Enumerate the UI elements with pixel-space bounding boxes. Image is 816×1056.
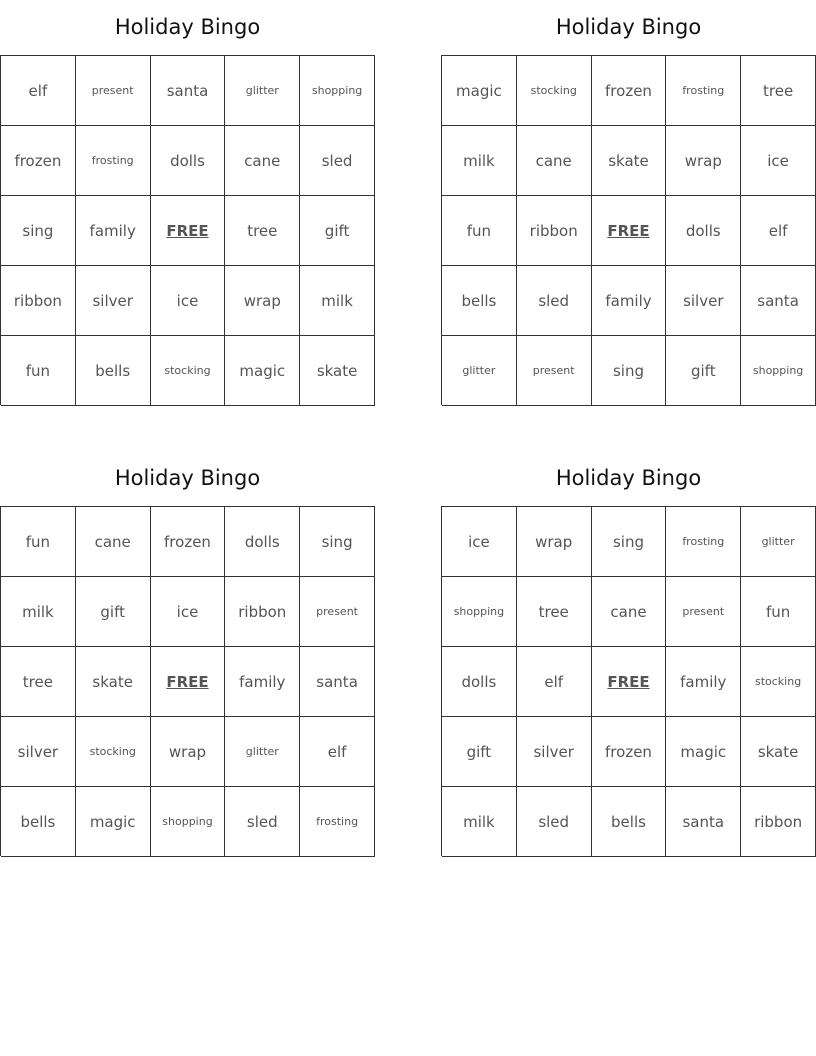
bingo-cell: skate xyxy=(592,126,667,196)
bingo-cell: santa xyxy=(741,266,816,336)
bingo-cell: skate xyxy=(300,336,375,406)
bingo-cell: fun xyxy=(1,336,76,406)
bingo-cell: silver xyxy=(517,717,592,787)
bingo-cell: santa xyxy=(300,647,375,717)
bingo-cell: shopping xyxy=(300,56,375,126)
bingo-cell: ice xyxy=(741,126,816,196)
bingo-cell: glitter xyxy=(442,336,517,406)
bingo-cell: magic xyxy=(666,717,741,787)
bingo-cell: present xyxy=(76,56,151,126)
bingo-grid xyxy=(441,506,816,856)
bingo-cell: bells xyxy=(442,266,517,336)
bingo-cell: dolls xyxy=(666,196,741,266)
bingo-cell: shopping xyxy=(151,787,226,857)
bingo-cell: ribbon xyxy=(741,787,816,857)
bingo-cell: fun xyxy=(741,577,816,647)
bingo-cell: milk xyxy=(300,266,375,336)
bingo-cell: elf xyxy=(1,56,76,126)
bingo-cell: dolls xyxy=(442,647,517,717)
bingo-grid xyxy=(0,55,375,405)
bingo-cell: ribbon xyxy=(225,577,300,647)
bingo-cell: shopping xyxy=(741,336,816,406)
bingo-cell: ribbon xyxy=(517,196,592,266)
bingo-cell: gift xyxy=(76,577,151,647)
bingo-cell: family xyxy=(666,647,741,717)
bingo-cell: dolls xyxy=(225,507,300,577)
bingo-cell: tree xyxy=(517,577,592,647)
bingo-cell: sled xyxy=(517,266,592,336)
bingo-cell: cane xyxy=(225,126,300,196)
bingo-cell: present xyxy=(517,336,592,406)
bingo-cell: family xyxy=(76,196,151,266)
bingo-cell: frozen xyxy=(1,126,76,196)
bingo-cell: sing xyxy=(300,507,375,577)
bingo-cell: bells xyxy=(1,787,76,857)
bingo-cell: family xyxy=(225,647,300,717)
bingo-cell: dolls xyxy=(151,126,226,196)
bingo-card-4 xyxy=(441,451,816,856)
bingo-cell: present xyxy=(300,577,375,647)
bingo-cell: santa xyxy=(666,787,741,857)
free-space-cell: FREE xyxy=(592,647,667,717)
bingo-cell: gift xyxy=(666,336,741,406)
bingo-cell: gift xyxy=(442,717,517,787)
bingo-cell: elf xyxy=(300,717,375,787)
bingo-cell: elf xyxy=(517,647,592,717)
bingo-cell: fun xyxy=(1,507,76,577)
bingo-cell: bells xyxy=(592,787,667,857)
bingo-cell: milk xyxy=(442,787,517,857)
bingo-cell: magic xyxy=(225,336,300,406)
bingo-cell: skate xyxy=(741,717,816,787)
bingo-cell: cane xyxy=(76,507,151,577)
bingo-grid xyxy=(441,55,816,405)
bingo-cell: sing xyxy=(592,336,667,406)
bingo-cell: bells xyxy=(76,336,151,406)
bingo-cell: elf xyxy=(741,196,816,266)
bingo-cell: glitter xyxy=(225,717,300,787)
bingo-cell: sing xyxy=(1,196,76,266)
bingo-cell: tree xyxy=(741,56,816,126)
bingo-cell: silver xyxy=(1,717,76,787)
bingo-cell: tree xyxy=(225,196,300,266)
bingo-cell: wrap xyxy=(225,266,300,336)
bingo-cell: santa xyxy=(151,56,226,126)
bingo-cell: ice xyxy=(151,266,226,336)
bingo-cell: wrap xyxy=(517,507,592,577)
free-space-cell: FREE xyxy=(592,196,667,266)
bingo-cell: gift xyxy=(300,196,375,266)
bingo-cell: stocking xyxy=(151,336,226,406)
bingo-cell: frozen xyxy=(592,717,667,787)
bingo-cell: glitter xyxy=(741,507,816,577)
bingo-card-2 xyxy=(441,0,816,405)
free-space-cell: FREE xyxy=(151,647,226,717)
bingo-cell: sled xyxy=(225,787,300,857)
bingo-cell: silver xyxy=(666,266,741,336)
bingo-cell: ice xyxy=(151,577,226,647)
bingo-cell: family xyxy=(592,266,667,336)
bingo-cell: stocking xyxy=(741,647,816,717)
bingo-cell: milk xyxy=(442,126,517,196)
bingo-cell: sing xyxy=(592,507,667,577)
bingo-cell: frosting xyxy=(300,787,375,857)
bingo-card-3 xyxy=(0,451,375,856)
bingo-cell: shopping xyxy=(442,577,517,647)
bingo-cell: sled xyxy=(300,126,375,196)
bingo-cell: frosting xyxy=(666,56,741,126)
bingo-cell: frosting xyxy=(76,126,151,196)
card-title: Holiday Bingo xyxy=(114,15,261,39)
card-title: Holiday Bingo xyxy=(555,15,702,39)
bingo-cell: fun xyxy=(442,196,517,266)
bingo-cell: ice xyxy=(442,507,517,577)
bingo-cell: present xyxy=(666,577,741,647)
bingo-card-1 xyxy=(0,0,375,405)
bingo-cell: glitter xyxy=(225,56,300,126)
bingo-cell: ribbon xyxy=(1,266,76,336)
free-space-cell: FREE xyxy=(151,196,226,266)
bingo-cell: tree xyxy=(1,647,76,717)
bingo-cell: stocking xyxy=(76,717,151,787)
bingo-grid xyxy=(0,506,375,856)
bingo-cell: magic xyxy=(76,787,151,857)
bingo-cell: cane xyxy=(517,126,592,196)
bingo-cell: skate xyxy=(76,647,151,717)
bingo-cell: milk xyxy=(1,577,76,647)
bingo-cell: silver xyxy=(76,266,151,336)
bingo-cell: wrap xyxy=(151,717,226,787)
card-title: Holiday Bingo xyxy=(114,466,261,490)
card-title: Holiday Bingo xyxy=(555,466,702,490)
bingo-cell: sled xyxy=(517,787,592,857)
bingo-cell: wrap xyxy=(666,126,741,196)
bingo-cell: frozen xyxy=(592,56,667,126)
bingo-cell: magic xyxy=(442,56,517,126)
bingo-cell: frozen xyxy=(151,507,226,577)
bingo-cell: stocking xyxy=(517,56,592,126)
bingo-cell: frosting xyxy=(666,507,741,577)
bingo-cell: cane xyxy=(592,577,667,647)
